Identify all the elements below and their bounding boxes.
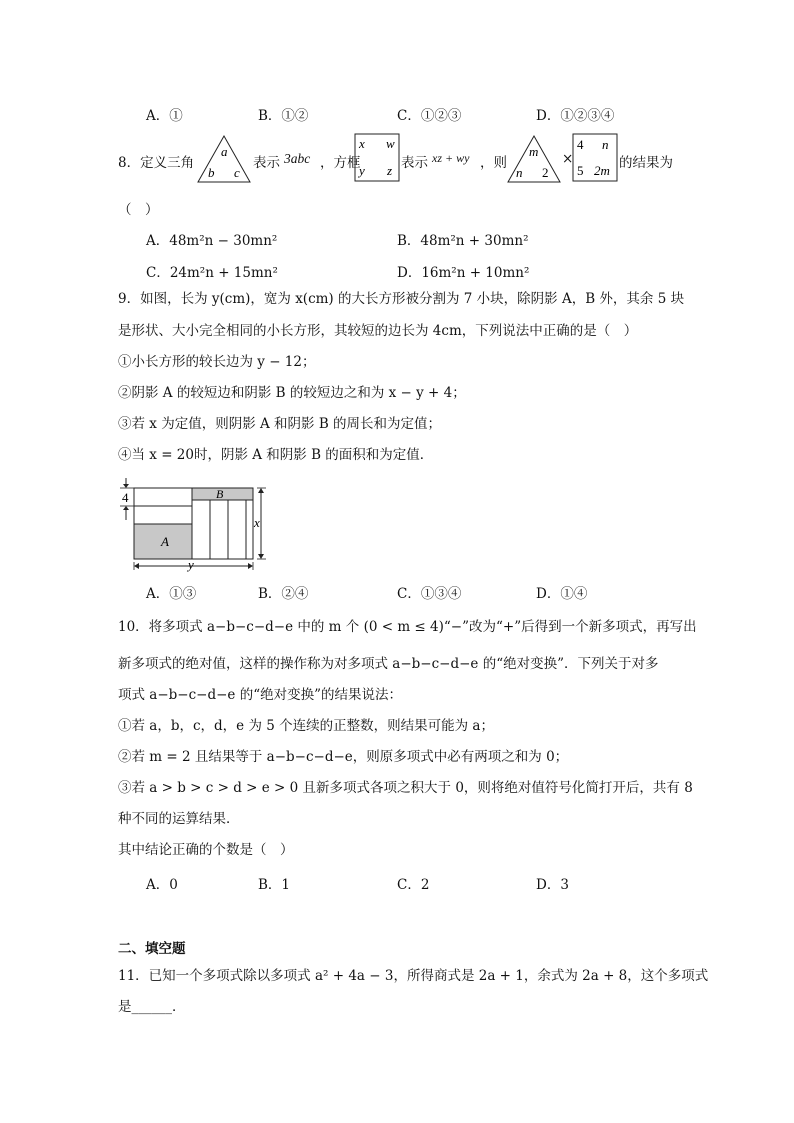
- q7-option-c: C．①②③: [397, 108, 462, 124]
- box-figure-1: [354, 133, 400, 183]
- q7-option-b: B．①②: [258, 108, 309, 124]
- box2-bl: 5: [577, 163, 584, 178]
- q11-line1: 11．已知一个多项式除以多项式 a² + 4a − 3，所得商式是 2a + 1，余式为 2a + 8，这个多项式: [118, 968, 709, 984]
- q10-statement-1: ①若 a，b，c，d，e 为 5 个连续的正整数，则结果可能为 a；: [118, 718, 494, 734]
- triangle-figure-1: [196, 134, 252, 184]
- q10-statement-3b: 种不同的运算结果．: [118, 811, 240, 827]
- q10-statement-3a: ③若 a > b > c > d > e > 0 且新多项式各项之积大于 0，则将绝对值符号化简打开后，共有 8: [118, 780, 693, 796]
- label-b: B: [216, 487, 224, 501]
- q9-option-b: B．②④: [258, 586, 309, 602]
- label-a: A: [161, 534, 169, 549]
- tri2-left: n: [516, 165, 523, 180]
- box2-tl: 4: [577, 137, 584, 152]
- q9-statement-3: ③若 x 为定值，则阴影 A 和阴影 B 的周长和为定值；: [118, 416, 442, 432]
- box-figure-2: [572, 133, 618, 183]
- q8-text5: 的结果为: [619, 155, 673, 171]
- q10-line1: 10．将多项式 a−b−c−d−e 中的 m 个 (0 < m ≤ 4)“−”改为“+”后得到一个新多项式，再写出: [118, 619, 697, 635]
- q10-option-b: B．1: [258, 877, 291, 893]
- tri1-right: c: [234, 165, 240, 180]
- tri1-left: b: [208, 165, 215, 180]
- q8-option-a: A．48m²n − 30mn²: [146, 233, 278, 249]
- q11-line2: 是______．: [118, 999, 186, 1015]
- q10-line3: 项式 a−b−c−d−e 的“绝对变换”的结果说法：: [118, 687, 403, 703]
- q7-option-d: D．①②③④: [536, 108, 615, 124]
- tri2-right: 2: [542, 165, 549, 180]
- q8-option-b: B．48m²n + 30mn²: [397, 233, 529, 249]
- q7-option-a: A．①: [146, 108, 183, 124]
- q8-option-d: D．16m²n + 10mn²: [397, 265, 530, 281]
- triangle-figure-2: [506, 134, 562, 184]
- label-x: x: [254, 515, 260, 530]
- q10-option-c: C．2: [397, 877, 430, 893]
- rectangle-figure: [116, 474, 276, 574]
- q8-paren: （ ）: [118, 202, 159, 218]
- q9-statement-2: ②阴影 A 的较短边和阴影 B 的较短边之和为 x − y + 4；: [118, 385, 466, 401]
- q10-option-d: D．3: [536, 877, 569, 893]
- box1-tl: x: [359, 136, 365, 151]
- q9-option-c: C．①③④: [397, 586, 462, 602]
- tri2-top: m: [529, 144, 539, 159]
- tri1-top: a: [221, 144, 228, 159]
- box2-br: 2m: [594, 163, 610, 178]
- box2-tr: n: [602, 137, 609, 152]
- q8-text2: ，方框: [320, 155, 361, 171]
- q8-expr1: 3abc: [284, 151, 311, 166]
- q9-statement-4: ④当 x = 20时，阴影 A 和阴影 B 的面积和为定值．: [118, 447, 434, 463]
- q8-prefix: 8．定义三角: [118, 155, 195, 171]
- q9-option-a: A．①③: [146, 586, 197, 602]
- q9-line2: 是形状、大小完全相同的小长方形，其较短的边长为 4cm，下列说法中正确的是（ ）: [118, 323, 638, 339]
- q8-times: ×: [562, 151, 574, 167]
- label-4: 4: [122, 490, 129, 505]
- section-heading: 二、填空题: [118, 941, 186, 957]
- box1-tr: w: [386, 136, 395, 151]
- q10-option-a: A．0: [146, 877, 178, 893]
- q8-text1: 表示: [253, 155, 280, 171]
- box1-br: z: [387, 163, 393, 178]
- q9-line1: 9．如图，长为 y(cm)，宽为 x(cm) 的大长方形被分割为 7 小块，除阴影 A，B 外，其余 5 块: [118, 291, 685, 307]
- q9-statement-1: ①小长方形的较长边为 y − 12；: [118, 354, 316, 370]
- q9-option-d: D．①④: [536, 586, 588, 602]
- label-y: y: [188, 557, 194, 572]
- q10-line2: 新多项式的绝对值，这样的操作称为对多项式 a−b−c−d−e 的“绝对变换”．下列关于对多: [118, 656, 659, 672]
- q8-text4: ，则: [480, 155, 507, 171]
- q10-statement-2: ②若 m = 2 且结果等于 a−b−c−d−e，则原多项式中必有两项之和为 0；: [118, 749, 569, 765]
- q10-question: 其中结论正确的个数是（ ）: [118, 842, 294, 858]
- q8-option-c: C．24m²n + 15mn²: [146, 265, 278, 281]
- q8-expr2: xz + wy: [432, 151, 470, 165]
- box1-bl: y: [359, 163, 365, 178]
- q8-text3: 表示: [401, 155, 428, 171]
